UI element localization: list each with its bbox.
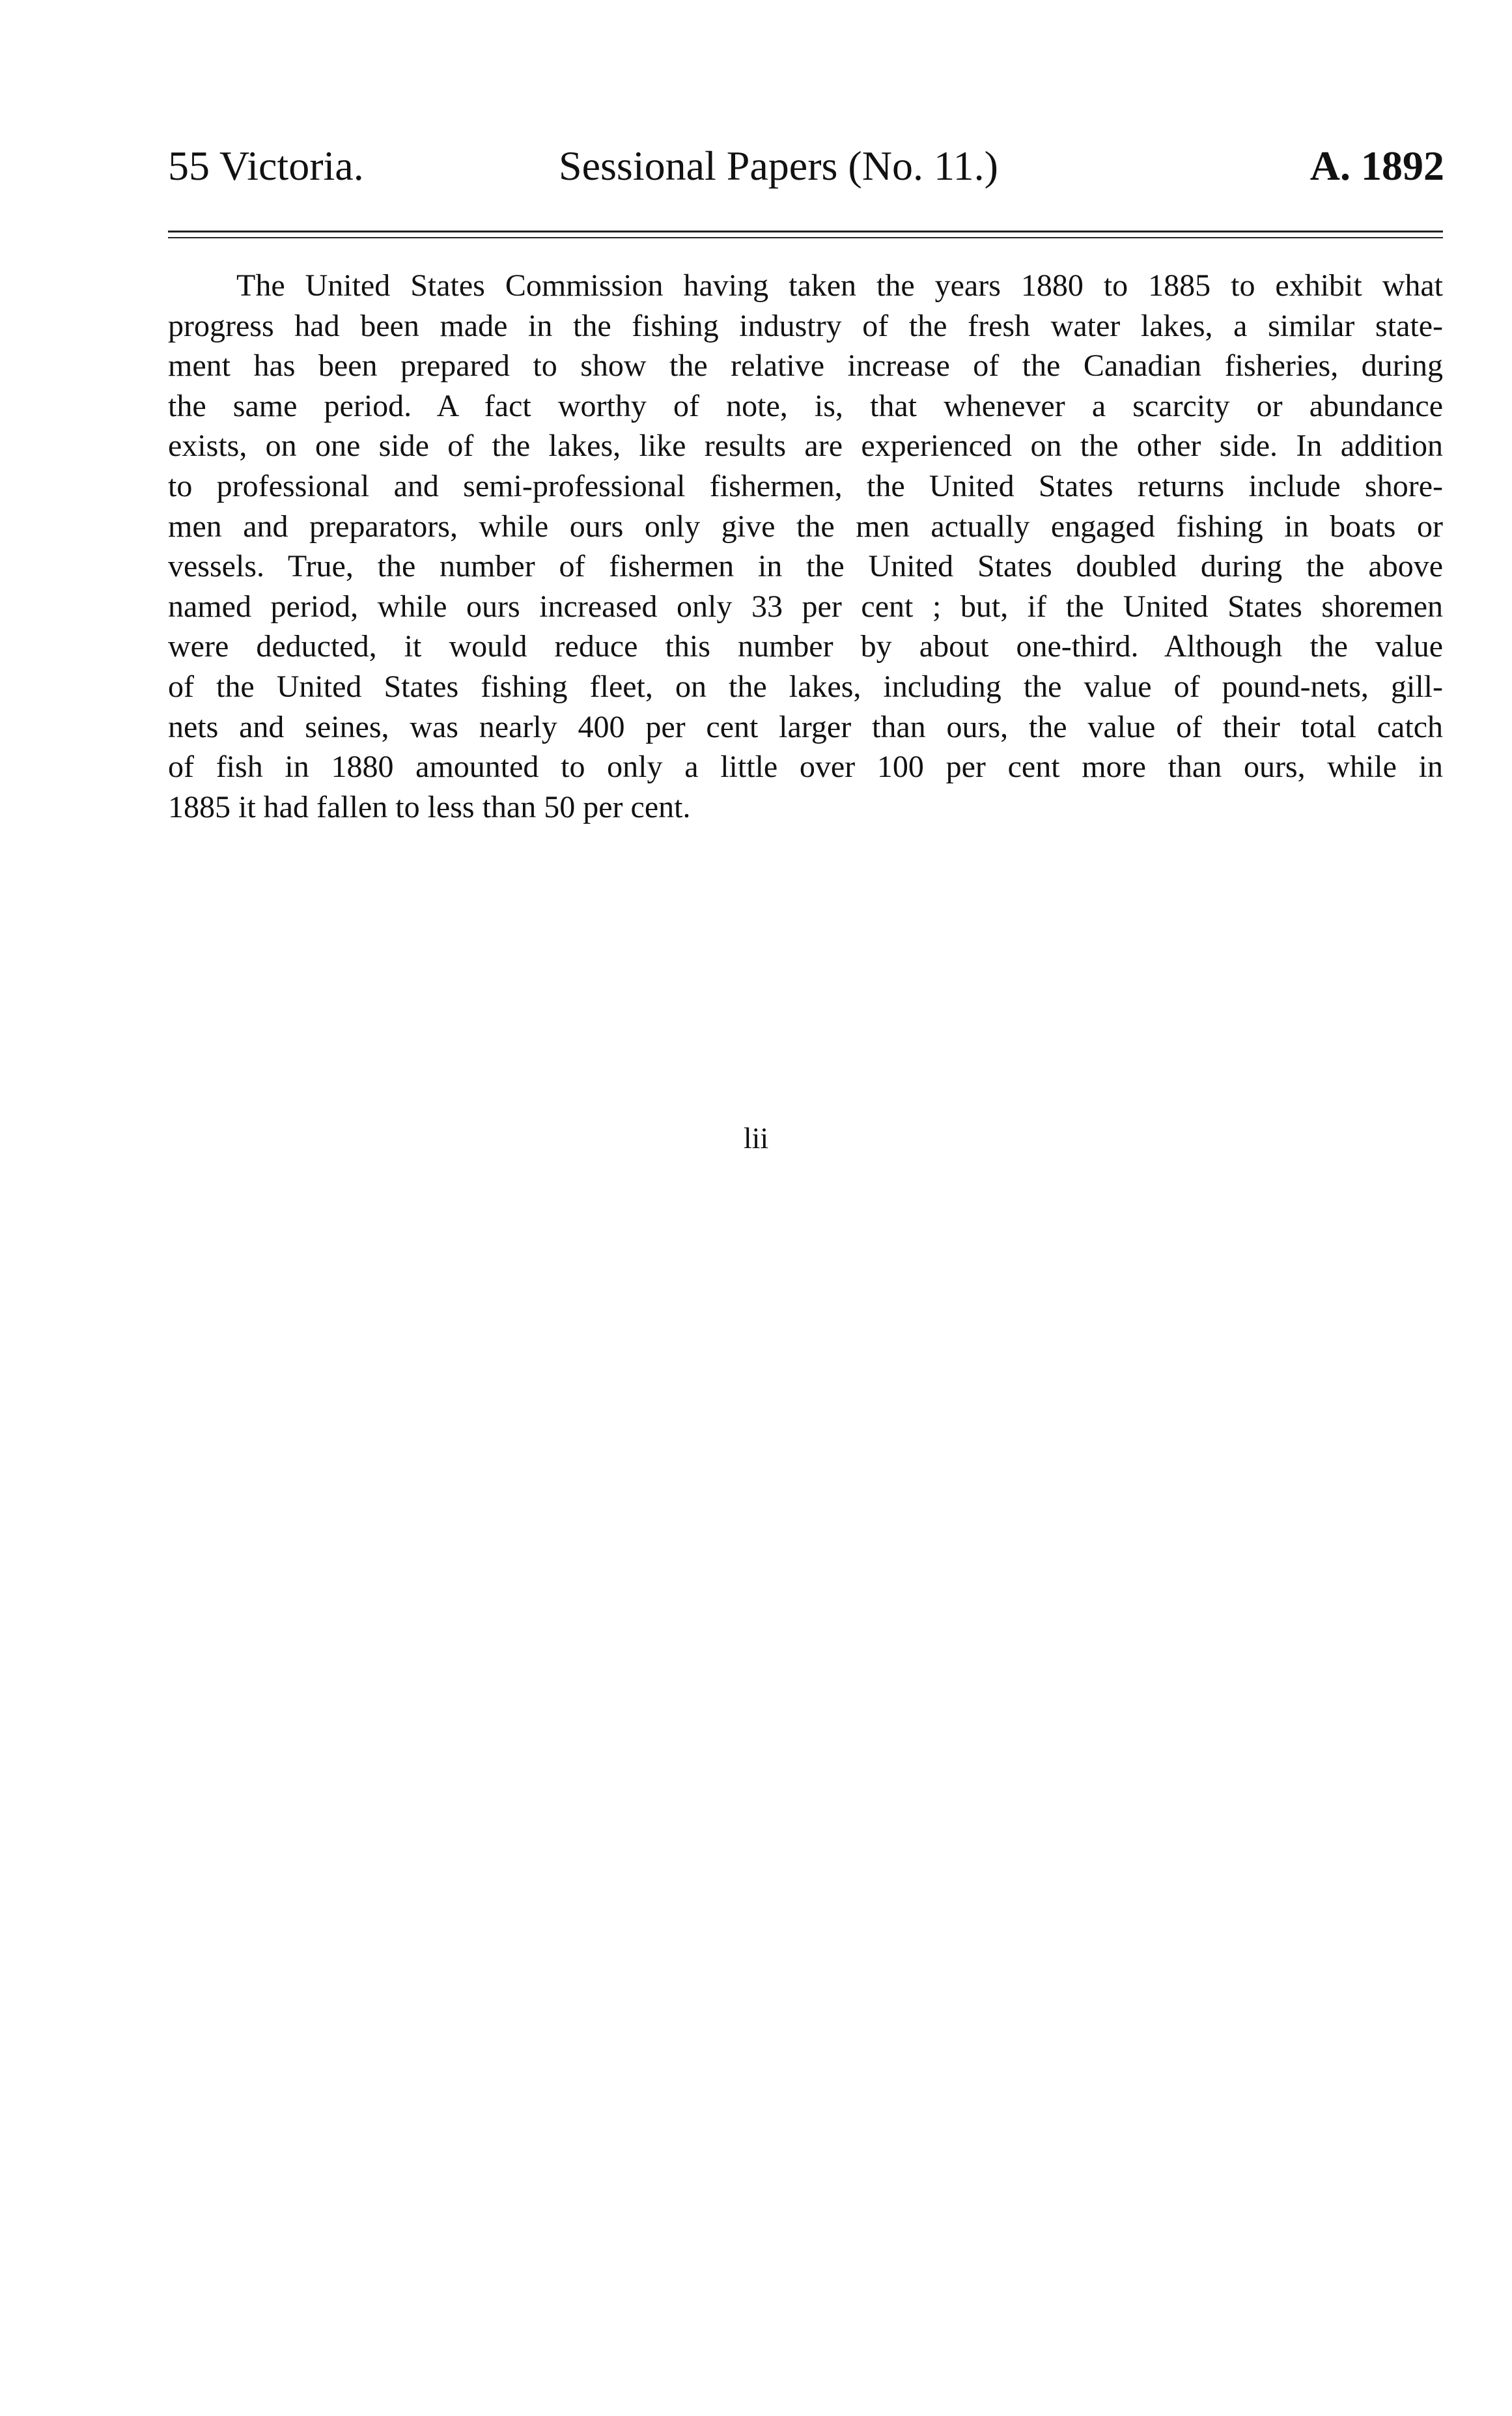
header-session: 55 Victoria.	[168, 143, 364, 189]
paragraph-line: the same period. A fact worthy of note, is, that whenever a scarcity or abundance	[168, 388, 1443, 423]
body-paragraph	[168, 266, 1443, 827]
header-title: Sessional Papers (No. 11.)	[559, 143, 998, 189]
paragraph-line: men and preparators, while ours only give the men actually engaged fishing in boats or	[168, 509, 1443, 544]
paragraph-line: to professional and semi-professional fishermen, the United States returns include shore-	[168, 468, 1443, 503]
paragraph-line: The United States Commission having taken the years 1880 to 1885 to exhibit what	[236, 268, 1443, 303]
paragraph-line: of fish in 1880 amounted to only a little over 100 per cent more than ours, while in	[168, 750, 1443, 785]
paragraph-line: progress had been made in the fishing industry of the fresh water lakes, a similar state-	[168, 308, 1443, 343]
paragraph-line: vessels. True, the number of fishermen in the United States doubled during the above	[168, 549, 1443, 584]
paragraph-line: were deducted, it would reduce this number by about one-third. Although the value	[168, 629, 1443, 664]
paragraph-line: 1885 it had fallen to less than 50 per cent.	[168, 789, 691, 824]
page-header	[168, 140, 1444, 199]
page-number: lii	[743, 1121, 769, 1155]
paragraph-line: nets and seines, was nearly 400 per cent larger than ours, the value of their total catch	[168, 709, 1443, 744]
header-year: A. 1892	[1309, 143, 1444, 189]
header-rule-top	[168, 231, 1443, 232]
paragraph-line: of the United States fishing fleet, on the lakes, including the value of pound-nets, gill-	[168, 669, 1443, 704]
header-rule-bottom	[168, 237, 1443, 238]
paragraph-line: ment has been prepared to show the relative increase of the Canadian fisheries, during	[168, 348, 1443, 384]
paragraph-line: named period, while ours increased only 33 per cent ; but, if the United States shoremen	[168, 589, 1443, 624]
paragraph-line: exists, on one side of the lakes, like results are experienced on the other side. In addition	[168, 428, 1443, 464]
